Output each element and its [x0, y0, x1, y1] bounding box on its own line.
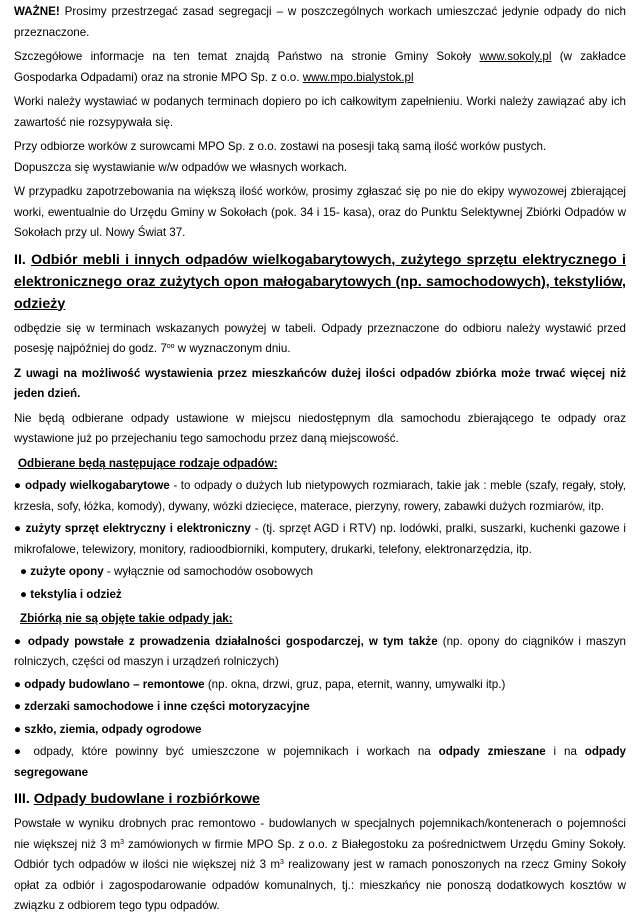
list-item-bold: szkło, ziemia, odpady ogrodowe: [21, 722, 202, 736]
info-text-2: (w zakładce Gospodarka Odpadami) oraz na stronie MPO Sp. z o.o.: [14, 50, 627, 84]
cubic-sup: 3: [120, 838, 125, 846]
bullet-icon: ●: [20, 565, 28, 578]
section-3-text: Powstałe w wyniku drobnych prac remontowo - budowlanych w specjalnych pojemnikach/kontenerach o pojemności nie większej niż 3 m: [14, 817, 626, 851]
collection-text: odbędzie się w terminach wskazanych powyżej w tabeli. Odpady przeznaczone do odbioru należy wystawić przed posesję najpóźniej do godz. 7: [14, 321, 626, 355]
no-pickup-paragraph: Nie będą odbierane odpady ustawione w miejscu niedostępnym dla samochodu zbierającego te odpady oraz wystawione już po przejechaniu tego samochodu przez daną miejscowość.: [14, 411, 626, 445]
section-3-title: Odpady budowlane i rozbiórkowe: [33, 791, 260, 807]
warning-text: Prosimy przestrzegać zasad segregacji – w poszczególnych workach umieszczać jedynie odpady do nich przeznaczone.: [14, 5, 626, 39]
list-item-bold: odpady wielkogabarytowe: [21, 479, 170, 492]
section-3-text-3: realizowany jest w ramach ponoszonych na rzecz Gminy Sokoły opłat za odbiór i zagospodarowanie odpadów komunalnych, tj.: mieszkańcy nie ponoszą dodatkowych kosztów w związku z odbiorem tego typu odpadów.: [14, 858, 626, 912]
note-paragraph: Z uwagi na możliwość wystawienia przez mieszkańców dużej ilości odpadów zbiórka może trwać więcej niż jeden dzień.: [14, 366, 626, 400]
cubic-sup-2: 3: [280, 859, 284, 866]
list-item: [14, 585, 626, 606]
collected-heading: Odbierane będą następujące rodzaje odpadów:: [18, 456, 278, 470]
section-2-heading: [14, 249, 626, 315]
list-item-text: (np. okna, drzwi, gruz, papa, eternit, wanny, umywalki itp.): [204, 677, 506, 691]
info-text: Szczegółowe informacje na ten temat znajdą Państwo na stronie Gminy Sokoły: [14, 50, 480, 63]
list-item-bold: zużyty sprzęt elektryczny i elektroniczny: [21, 522, 251, 535]
collected-list: [14, 476, 626, 605]
warning-paragraph: [14, 2, 626, 43]
return-paragraph: Przy odbiorze worków z surowcami MPO Sp. z o.o. zostawi na posesji taką samą ilość worków pustych.: [14, 140, 547, 153]
list-item: [14, 632, 626, 673]
section-3-text-2: zamówionych w firmie MPO Sp. z o.o. z Białegostoku za pośrednictwem Urzędu Gminy Sokoły. Odbiór tych odpadów w ilości nie większej niż 3 m: [14, 837, 627, 871]
list-item-bold: tekstylia i odzież: [27, 587, 122, 601]
collection-sup: oo: [166, 343, 175, 350]
bullet-icon: ●: [14, 722, 22, 736]
list-item: [14, 562, 626, 583]
list-item-bold-2: odpady segregowane: [14, 745, 626, 779]
list-item: [14, 519, 626, 560]
list-item: [14, 742, 626, 783]
excluded-heading: Zbiórką nie są objęte takie odpady jak:: [20, 612, 233, 625]
list-item: [14, 476, 626, 517]
list-item-text: - wyłącznie od samochodów osobowych: [103, 565, 314, 578]
warning-label: WAŻNE!: [14, 5, 60, 18]
demand-paragraph: W przypadku zapotrzebowania na większą ilość worków, prosimy zgłaszać się po nie do ekipy wywozowej zbierającej worki, ewentualnie do Urzędu Gminy w Sokołach (pok. 34 i 15- kasa), oraz do Punktu Selektywnej Zbiórki Odpadów w Sokołach przy ul. Nowy Świat 37.: [14, 185, 626, 239]
list-item: [14, 697, 626, 718]
list-item-bold: odpady budowlano – remontowe: [21, 677, 205, 691]
excluded-list: [14, 632, 626, 784]
link-gmina[interactable]: www.sokoly.pl: [479, 50, 552, 63]
list-item-text: - to odpady o dużych lub nietypowych rozmiarach, takie jak : meble (szafy, regały, stoły, krzesła, sofy, łóżka, komody), dywany, wózki dziecięce, materace, pierzyny, rowery, zabawki dużych rozmiarów, itp.: [14, 479, 626, 513]
section-2-title: Odbiór mebli i innych odpadów wielkogabarytowych, zużytego sprzętu elektrycznego i elektronicznego oraz zużytych opon małogabarytowych (np. samochodowych), tekstyliów, odzieży: [14, 251, 626, 312]
list-item: [14, 720, 626, 741]
link-mpo[interactable]: www.mpo.bialystok.pl: [302, 70, 414, 84]
bullet-icon: ●: [14, 700, 22, 713]
bullet-icon: ●: [14, 522, 22, 535]
collection-text-2: w wyznaczonym dniu.: [174, 342, 291, 355]
bullet-icon: ●: [20, 587, 28, 601]
section-2-number: II.: [14, 251, 32, 268]
list-item-bold: odpady powstałe z prowadzenia działalności gospodarczej, w tym także: [22, 634, 438, 648]
bullet-icon: ●: [14, 677, 22, 691]
list-item-text: (np. opony do ciągników i maszyn rolniczych, części od maszyn i urządzeń rolniczych): [14, 634, 626, 668]
list-item-text: - (tj. sprzęt AGD i RTV) np. lodówki, pralki, suszarki, kuchenki gazowe i mikrofalowe, telewizory, monitory, radioodbiorniki, komputery, drukarki, telefony, elektronarzędzia, itp.: [14, 522, 626, 556]
list-item-text: odpady, które powinny być umieszczone w pojemnikach i workach na: [25, 745, 439, 758]
list-item-bold: zderzaki samochodowe i inne części motoryzacyjne: [21, 700, 310, 713]
section-3-heading: [14, 788, 626, 810]
info-paragraph: [14, 47, 626, 88]
section-3-paragraph: [14, 814, 626, 917]
list-item: [14, 675, 626, 696]
bullet-icon: ●: [14, 634, 23, 648]
bags-paragraph: Worki należy wystawiać w podanych terminach dopiero po ich całkowitym zapełnieniu. Worki należy zawiązać aby ich zawartość nie rozsypywała się.: [14, 95, 626, 129]
list-item-text-2: i na: [545, 745, 585, 758]
collection-paragraph: [14, 319, 626, 360]
section-3-number: III.: [14, 791, 34, 807]
list-item-bold: odpady zmieszane: [438, 745, 546, 758]
own-bags-paragraph: Dopuszcza się wystawianie w/w odpadów we własnych workach.: [14, 160, 348, 174]
list-item-bold: zużyte opony: [27, 565, 104, 578]
bullet-icon: ●: [14, 479, 22, 492]
bullet-icon: ●: [14, 745, 26, 758]
